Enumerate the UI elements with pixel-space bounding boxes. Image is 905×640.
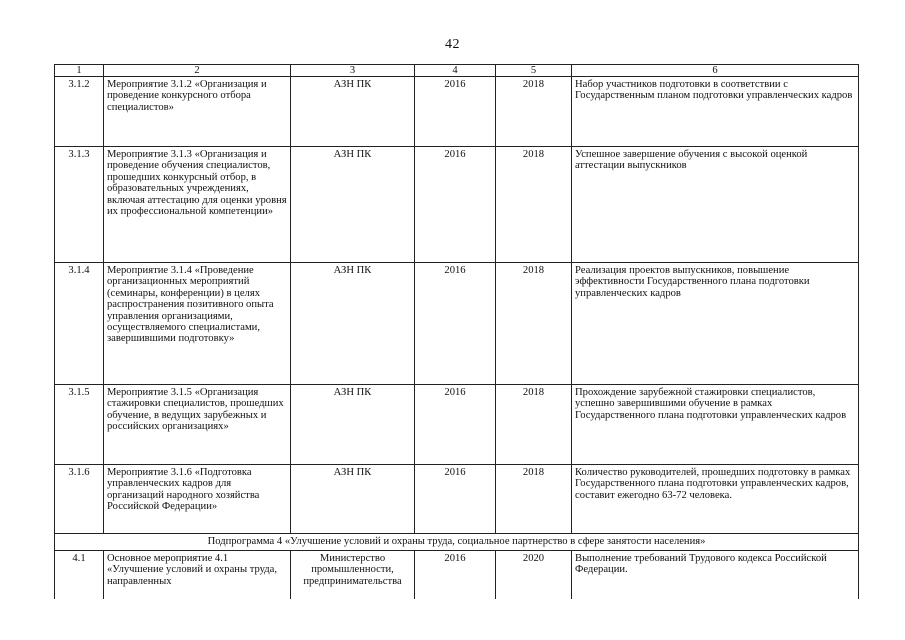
start-year-cell: 2016: [415, 147, 496, 263]
measure-cell: Мероприятие 3.1.6 «Подготовка управленческих кадров для организаций народного хозяйства Российской Федерации»: [104, 465, 291, 534]
row-number: 3.1.5: [55, 385, 104, 465]
executor-cell: АЗН ПК: [291, 77, 415, 147]
row-number: 4.1: [55, 551, 104, 599]
table-row: [55, 77, 859, 147]
page-number: 42: [445, 37, 460, 52]
row-number: 3.1.2: [55, 77, 104, 147]
table-row: [55, 385, 859, 465]
end-year-cell: 2018: [496, 465, 572, 534]
start-year-cell: 2016: [415, 385, 496, 465]
row-number: 3.1.3: [55, 147, 104, 263]
subprogram-row: [55, 534, 859, 551]
start-year-cell: 2016: [415, 465, 496, 534]
column-header: 3: [291, 65, 415, 77]
result-cell: Прохождение зарубежной стажировки специалистов, успешно завершившими обучение в рамках Государственного плана подготовки управленческих кадров: [572, 385, 859, 465]
subprogram-title: Подпрограмма 4 «Улучшение условий и охраны труда, социальное партнерство в сфере занятости населения»: [55, 534, 859, 551]
result-cell: Набор участников подготовки в соответствии с Государственным планом подготовки управленческих кадров: [572, 77, 859, 147]
row-number: 3.1.4: [55, 263, 104, 385]
table-row: [55, 263, 859, 385]
result-cell: Выполнение требований Трудового кодекса Российской Федерации.: [572, 551, 859, 599]
end-year-cell: 2018: [496, 147, 572, 263]
result-cell: Успешное завершение обучения с высокой оценкой аттестации выпускников: [572, 147, 859, 263]
column-header: 6: [572, 65, 859, 77]
end-year-cell: 2018: [496, 77, 572, 147]
column-number-row: [55, 65, 859, 77]
start-year-cell: 2016: [415, 551, 496, 599]
executor-cell: АЗН ПК: [291, 263, 415, 385]
measure-cell: Мероприятие 3.1.4 «Проведение организационных мероприятий (семинары, конференции) в целях распространения позитивного опыта управления организациями, осуществляемого специалистами, завершившими подготовку»: [104, 263, 291, 385]
executor-cell: АЗН ПК: [291, 465, 415, 534]
table-row: [55, 465, 859, 534]
column-header: 2: [104, 65, 291, 77]
column-header: 4: [415, 65, 496, 77]
result-cell: Реализация проектов выпускников, повышение эффективности Государственного плана подготовки управленческих кадров: [572, 263, 859, 385]
measures-table: [54, 64, 859, 599]
table-row: [55, 147, 859, 263]
measure-cell: Мероприятие 3.1.5 «Организация стажировки специалистов, прошедших обучение, в ведущих зарубежных и российских организациях»: [104, 385, 291, 465]
end-year-cell: 2018: [496, 385, 572, 465]
executor-cell: АЗН ПК: [291, 147, 415, 263]
start-year-cell: 2016: [415, 263, 496, 385]
column-header: 1: [55, 65, 104, 77]
executor-cell: АЗН ПК: [291, 385, 415, 465]
table-row: [55, 551, 859, 599]
end-year-cell: 2018: [496, 263, 572, 385]
result-cell: Количество руководителей, прошедших подготовку в рамках Государственного плана подготовки управленческих кадров, составит ежегодно 63-72 человека.: [572, 465, 859, 534]
column-header: 5: [496, 65, 572, 77]
measure-cell: Мероприятие 3.1.3 «Организация и проведение обучения специалистов, прошедших конкурсный отбор, в образовательных учреждениях, включая аттестацию для оценки уровня их профессиональной компетенции»: [104, 147, 291, 263]
start-year-cell: 2016: [415, 77, 496, 147]
measure-cell: Основное мероприятие 4.1 «Улучшение условий и охраны труда, направленных: [104, 551, 291, 599]
end-year-cell: 2020: [496, 551, 572, 599]
measure-cell: Мероприятие 3.1.2 «Организация и проведение конкурсного отбора специалистов»: [104, 77, 291, 147]
row-number: 3.1.6: [55, 465, 104, 534]
executor-cell: Министерство промышленности, предпринимательства: [291, 551, 415, 599]
